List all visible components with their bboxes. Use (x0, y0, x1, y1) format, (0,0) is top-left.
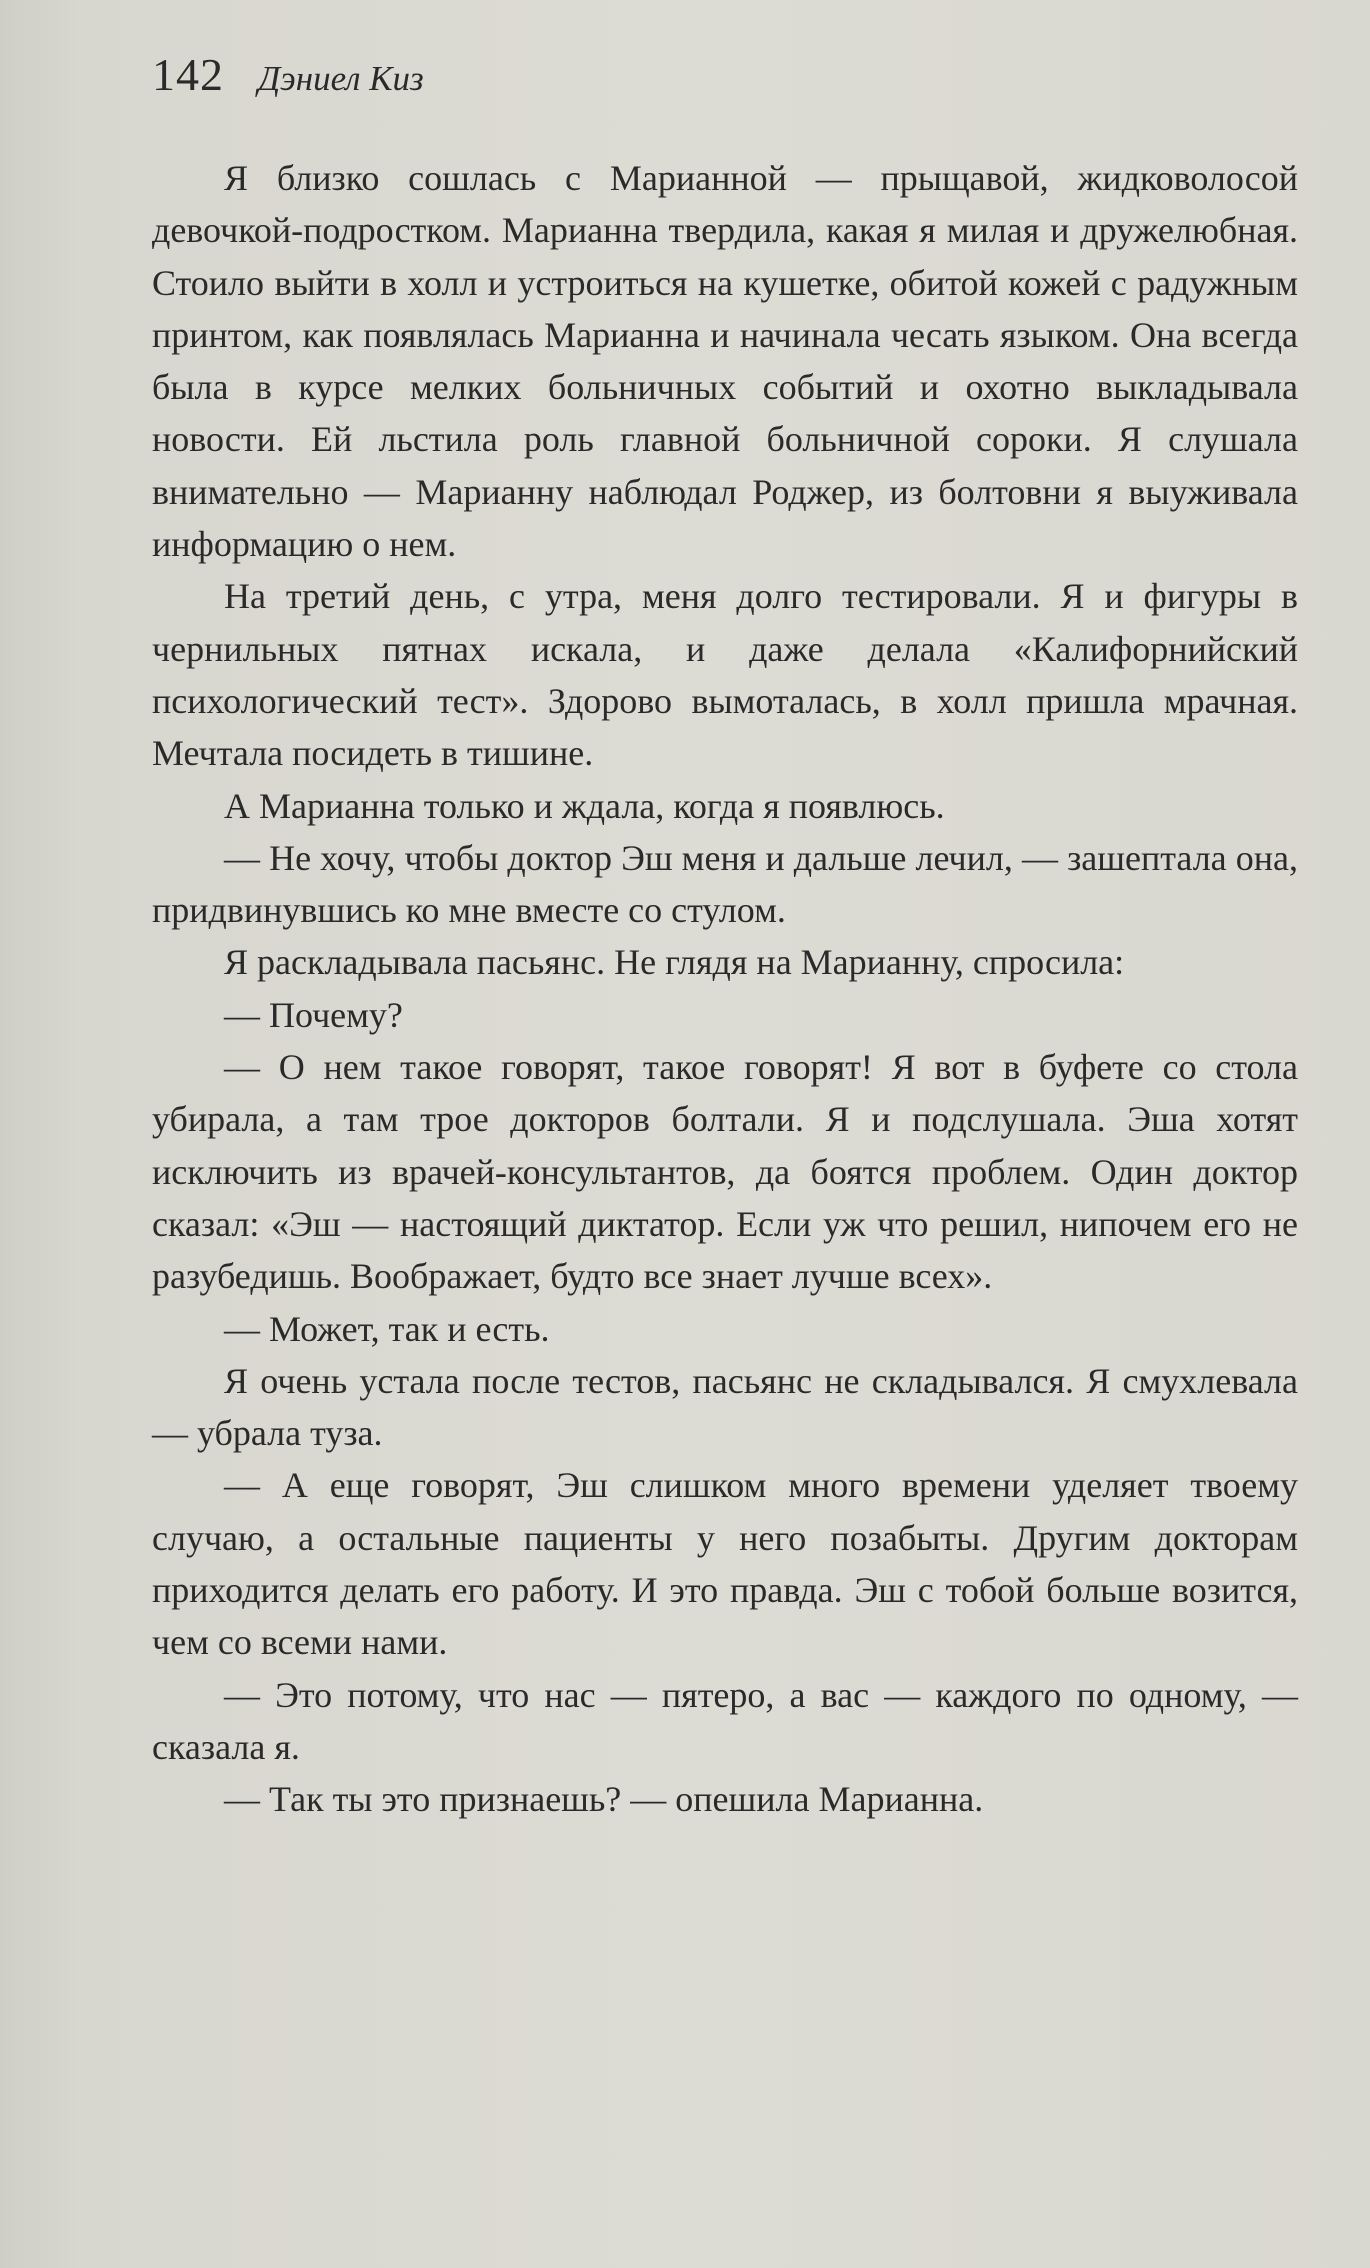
paragraph: — О нем такое говорят, такое говорят! Я вот в буфете со стола убирала, а там трое докторов болтали. Я и подслушала. Эша хотят исключить из врачей-консультантов, да боятся проблем. Один доктор сказал: «Эш — настоящий диктатор. Если уж что решил, нипочем его не разубедишь. Воображает, будто все знает лучше всех». (152, 1047, 1298, 1297)
paragraph: Я близко сошлась с Марианной — прыщавой, жидковолосой девочкой-подростком. Марианна твердила, какая я милая и дружелюбная. Стоило выйти в холл и устроиться на кушетке, обитой кожей с радужным принтом, как появлялась Марианна и начинала чесать языком. Она всегда была в курсе мелких больничных событий и охотно выкладывала новости. Ей льстила роль главной больничной сороки. Я слушала внимательно — Марианну наблюдал Роджер, из болтовни я выуживала информацию о нем. (152, 158, 1298, 565)
running-title: Дэниел Киз (258, 59, 424, 98)
paragraph: — Не хочу, чтобы доктор Эш меня и дальше лечил, — зашептала она, придвинувшись ко мне вместе со стулом. (152, 837, 1298, 931)
paragraph: А Марианна только и ждала, когда я появлюсь. (224, 785, 945, 826)
paragraph: Я очень устала после тестов, пасьянс не складывался. Я смухлевала — убрала туза. (152, 1360, 1298, 1454)
paragraph: Я раскладывала пасьянс. Не глядя на Марианну, спросила: (224, 942, 1125, 983)
paragraph: — Может, так и есть. (224, 1308, 550, 1349)
paragraph: — Так ты это признаешь? — опешила Марианна. (224, 1779, 984, 1820)
body-text (152, 152, 1298, 1826)
page-header (152, 48, 424, 108)
paragraph: — Почему? (224, 994, 403, 1035)
paragraph: — А еще говорят, Эш слишком много времени уделяет твоему случаю, а остальные пациенты у него позабыты. Другим докторам приходится делать его работу. И это правда. Эш с тобой больше возится, чем со всеми нами. (152, 1465, 1298, 1663)
paragraph: На третий день, с утра, меня долго тестировали. Я и фигуры в чернильных пятнах искала, и даже делала «Калифорнийский психологический тест». Здорово вымоталась, в холл пришла мрачная. Мечтала посидеть в тишине. (152, 576, 1298, 774)
paragraph: — Это потому, что нас — пятеро, а вас — каждого по одному, — сказала я. (152, 1674, 1298, 1767)
page-number: 142 (152, 49, 224, 100)
